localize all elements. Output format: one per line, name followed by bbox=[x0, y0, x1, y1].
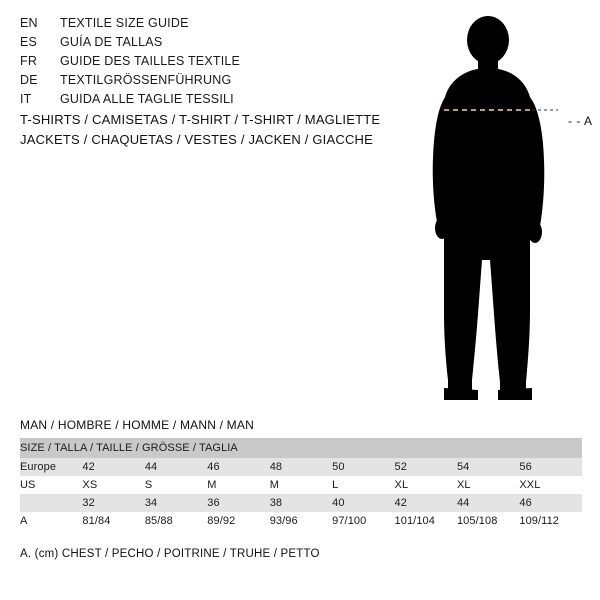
language-row bbox=[20, 73, 420, 92]
language-text: GUÍA DE TALLAS bbox=[60, 35, 163, 49]
cell: 40 bbox=[332, 494, 394, 512]
table-row bbox=[20, 458, 582, 476]
cell: 97/100 bbox=[332, 512, 394, 530]
table-row bbox=[20, 512, 582, 530]
cell: 38 bbox=[270, 494, 332, 512]
cell: XXL bbox=[519, 476, 582, 494]
table-title-man: MAN / HOMBRE / HOMME / MANN / MAN bbox=[20, 418, 254, 432]
silhouette-icon bbox=[400, 10, 600, 405]
cell: 44 bbox=[145, 458, 207, 476]
language-code: EN bbox=[20, 16, 38, 30]
footnote-chest: A. (cm) CHEST / PECHO / POITRINE / TRUHE / PETTO bbox=[20, 548, 320, 560]
cell: 50 bbox=[332, 458, 394, 476]
table-row bbox=[20, 476, 582, 494]
size-table-block bbox=[20, 418, 582, 530]
row-label-europe: Europe bbox=[20, 458, 82, 476]
cell: XL bbox=[395, 476, 457, 494]
language-code: IT bbox=[20, 92, 32, 106]
language-code: DE bbox=[20, 73, 38, 87]
cell: 36 bbox=[207, 494, 269, 512]
cell: M bbox=[270, 476, 332, 494]
cell: 85/88 bbox=[145, 512, 207, 530]
cell: 109/112 bbox=[519, 512, 582, 530]
cell: 52 bbox=[395, 458, 457, 476]
language-row bbox=[20, 35, 420, 54]
cell: L bbox=[332, 476, 394, 494]
language-code: ES bbox=[20, 35, 38, 49]
cell: 46 bbox=[519, 494, 582, 512]
cell: 48 bbox=[270, 458, 332, 476]
cell: M bbox=[207, 476, 269, 494]
cell: 105/108 bbox=[457, 512, 519, 530]
language-code: FR bbox=[20, 54, 38, 68]
cell: 34 bbox=[145, 494, 207, 512]
table-row bbox=[20, 494, 582, 512]
row-label-blank bbox=[20, 494, 82, 512]
cell: 56 bbox=[519, 458, 582, 476]
language-row bbox=[20, 92, 420, 111]
cell: 54 bbox=[457, 458, 519, 476]
cell: 42 bbox=[395, 494, 457, 512]
category-jackets: JACKETS / CHAQUETAS / VESTES / JACKEN / GIACCHE bbox=[20, 132, 374, 147]
language-text: GUIDE DES TAILLES TEXTILE bbox=[60, 54, 241, 68]
cell: XS bbox=[82, 476, 144, 494]
cell: 101/104 bbox=[395, 512, 457, 530]
cell: 89/92 bbox=[207, 512, 269, 530]
language-text: TEXTILE SIZE GUIDE bbox=[60, 16, 189, 30]
cell: S bbox=[145, 476, 207, 494]
cell: 46 bbox=[207, 458, 269, 476]
category-tshirts: T-SHIRTS / CAMISETAS / T-SHIRT / T-SHIRT / MAGLIETTE bbox=[20, 112, 381, 127]
row-label-a: A bbox=[20, 512, 82, 530]
language-text: TEXTILGRÖSSENFÜHRUNG bbox=[60, 73, 232, 87]
cell: XL bbox=[457, 476, 519, 494]
cell: 42 bbox=[82, 458, 144, 476]
language-row bbox=[20, 54, 420, 73]
male-silhouette-figure bbox=[400, 10, 600, 405]
row-label-us: US bbox=[20, 476, 82, 494]
language-row bbox=[20, 16, 420, 35]
language-guide-block bbox=[20, 16, 420, 111]
cell: 44 bbox=[457, 494, 519, 512]
cell: 93/96 bbox=[270, 512, 332, 530]
garment-category-block bbox=[20, 112, 440, 152]
table-header-row bbox=[20, 438, 582, 458]
cell: 81/84 bbox=[82, 512, 144, 530]
cell: 32 bbox=[82, 494, 144, 512]
table-header-label: SIZE / TALLA / TAILLE / GRÖSSE / TAGLIA bbox=[20, 438, 582, 458]
measure-label-a: - - A bbox=[568, 114, 593, 128]
language-text: GUIDA ALLE TAGLIE TESSILI bbox=[60, 92, 234, 106]
size-table bbox=[20, 438, 582, 530]
